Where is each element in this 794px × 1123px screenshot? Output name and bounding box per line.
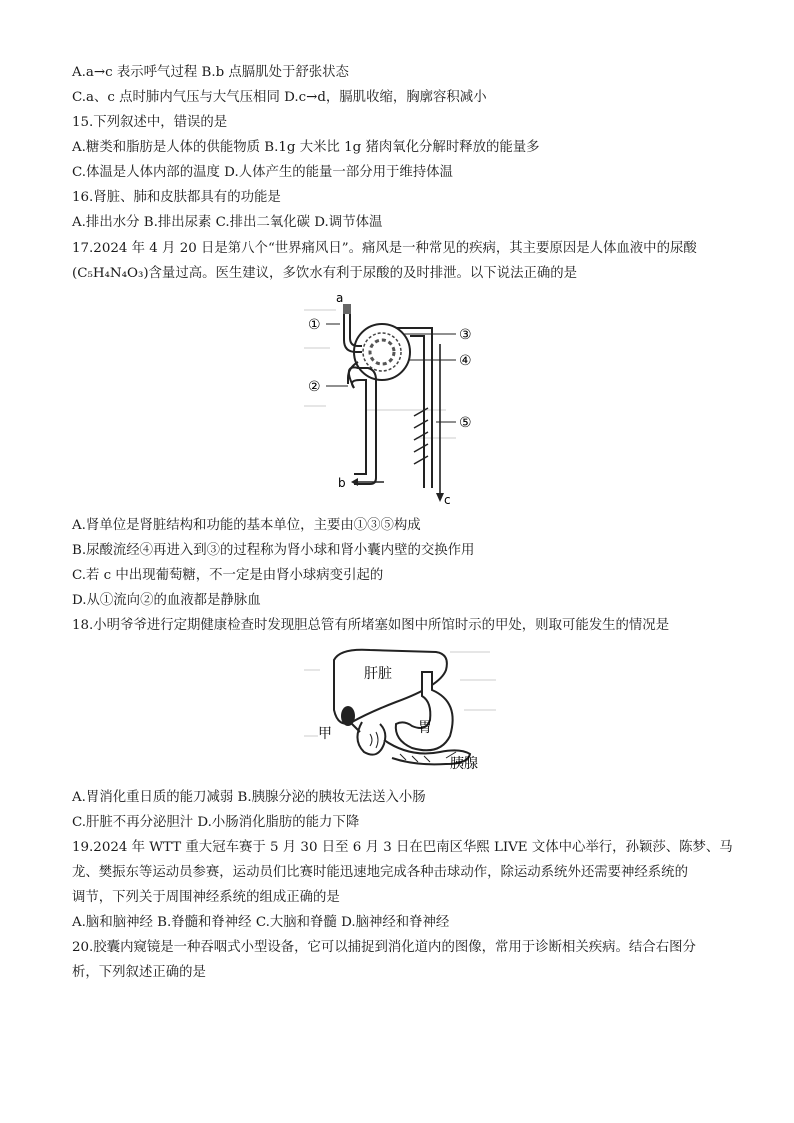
q16-options: A.排出水分 B.排出尿素 C.排出二氧化碳 D.调节体温 xyxy=(72,215,383,230)
q18-options-cd: C.肝脏不再分泌胆汁 D.小肠消化脂肪的能力下降 xyxy=(72,815,360,830)
nephron-diagram xyxy=(296,288,496,506)
q14-options-ab: A.a→c 表示呼气过程 B.b 点膈肌处于舒张状态 xyxy=(72,65,349,80)
label-b: b xyxy=(338,476,346,490)
label-2: ② xyxy=(308,379,321,395)
question-19-line3: 调节，下列关于周围神经系统的组成正确的是 xyxy=(72,890,340,905)
q19-options: A.脑和脑神经 B.脊髓和脊神经 C.大脑和脊髓 D.脑神经和脊神经 xyxy=(72,915,450,930)
question-17-line2: (C₅H₄N₄O₃)含量过高。医生建议，多饮水有利于尿酸的及时排泄。以下说法正确的是 xyxy=(72,266,578,281)
label-c: c xyxy=(444,493,451,506)
question-15: 15.下列叙述中，错误的是 xyxy=(72,115,228,130)
q17-option-c: C.若 c 中出现葡萄糖，不一定是由肾小球病变引起的 xyxy=(72,568,384,583)
question-16: 16.肾脏、肺和皮肤都具有的功能是 xyxy=(72,190,281,205)
q15-options-ab: A.糖类和脂肪是人体的供能物质 B.1g 大米比 1g 猪肉氧化分解时释放的能量多 xyxy=(72,140,540,155)
label-1: ① xyxy=(308,317,321,333)
q14-options-cd: C.a、c 点时肺内气压与大气压相同 D.c→d，膈肌收缩，胸廓容积减小 xyxy=(72,90,487,105)
label-liver: 肝脏 xyxy=(364,666,392,682)
q18-options-ab: A.胃消化重日质的能刀减弱 B.胰腺分泌的胰妆无法送入小肠 xyxy=(72,790,426,805)
q17-option-a: A.肾单位是肾脏结构和功能的基本单位，主要由①③⑤构成 xyxy=(72,518,421,533)
q15-options-cd: C.体温是人体内部的温度 D.人体产生的能量一部分用于维持体温 xyxy=(72,165,453,180)
label-jia: 甲 xyxy=(318,726,332,742)
question-19-line2: 龙、樊振东等运动员参赛，运动员们比赛时能迅速地完成各种击球动作，除运动系统外还需要神经系统的 xyxy=(72,865,688,880)
question-20-line1: 20.胶囊内窥镜是一种吞咽式小型设备，它可以捕捉到消化道内的图像，常用于诊断相关疾病。结合右图分 xyxy=(72,940,696,955)
label-4: ④ xyxy=(459,353,472,369)
label-a: a xyxy=(336,291,344,305)
digestive-diagram xyxy=(300,640,498,776)
q17-option-b: B.尿酸流经④再进入到③的过程称为肾小球和肾小囊内壁的交换作用 xyxy=(72,543,475,558)
label-pancreas: 胰腺 xyxy=(450,756,478,772)
label-stomach: 胃 xyxy=(418,720,432,736)
question-17-line1: 17.2024 年 4 月 20 日是第八个“世界痛风日”。痛风是一种常见的疾病，其主要原因是人体血液中的尿酸 xyxy=(72,241,697,256)
label-5: ⑤ xyxy=(459,415,472,431)
q17-option-d: D.从①流向②的血液都是静脉血 xyxy=(72,593,261,608)
question-19-line1: 19.2024 年 WTT 重大冠车赛于 5 月 30 日至 6 月 3 日在巴南区华熙 LIVE 文体中心举行，孙颖莎、陈梦、马 xyxy=(72,840,733,855)
label-3: ③ xyxy=(459,327,472,343)
question-18: 18.小明爷爷进行定期健康检查时发现胆总管有所堵塞如图中所馆时示的甲处，则取可能发生的情况是 xyxy=(72,618,670,633)
question-20-line2: 析，下列叙述正确的是 xyxy=(72,965,206,980)
